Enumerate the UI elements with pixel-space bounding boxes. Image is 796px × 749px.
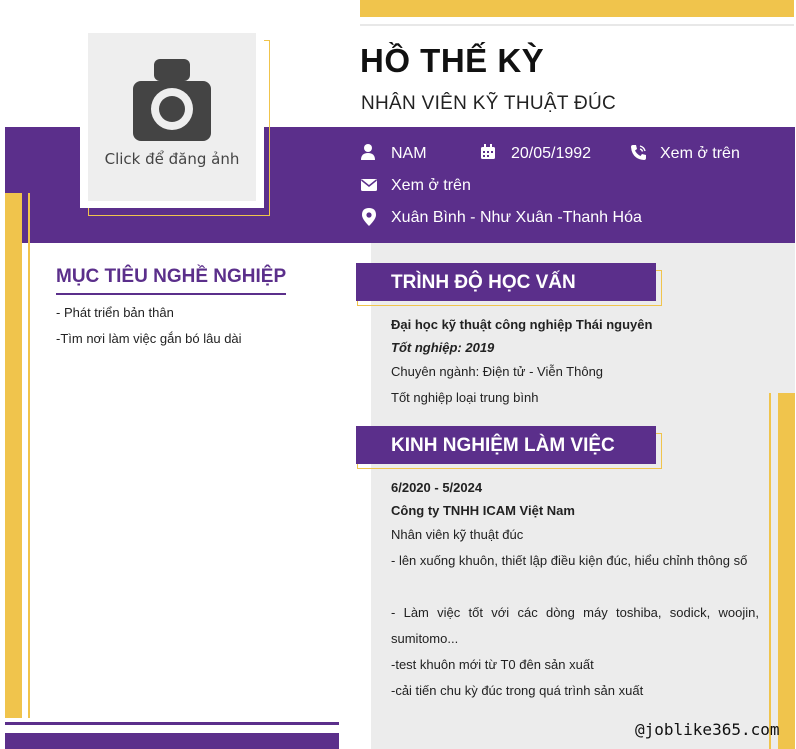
calendar-icon xyxy=(480,144,496,160)
objective-underline xyxy=(56,293,286,295)
experience-duty: -test khuôn mới từ T0 đên sản xuất xyxy=(391,657,594,672)
job-title: NHÂN VIÊN KỸ THUẬT ĐÚC xyxy=(361,93,617,114)
experience-duty: -cải tiến chu kỳ đúc trong quá trình sản xuất xyxy=(391,683,644,698)
education-school: Đại học kỹ thuật công nghiệp Thái nguyên xyxy=(391,317,653,332)
experience-heading: KINH NGHIỆM LÀM VIỆC xyxy=(391,435,615,456)
education-graduated: Tốt nghiệp: 2019 xyxy=(391,340,495,355)
right-accent-line xyxy=(769,393,771,749)
left-accent-bar xyxy=(5,193,22,718)
gender: NAM xyxy=(391,145,427,162)
phone: Xem ở trên xyxy=(660,145,740,162)
education-grade: Tốt nghiệp loại trung bình xyxy=(391,390,539,405)
email: Xem ở trên xyxy=(391,177,471,194)
user-icon xyxy=(361,144,375,160)
envelope-icon xyxy=(361,179,377,191)
bottom-divider xyxy=(5,722,339,725)
experience-company: Công ty TNHH ICAM Việt Nam xyxy=(391,503,575,518)
right-accent-bar xyxy=(778,393,795,749)
camera-icon xyxy=(88,33,256,153)
phone-icon xyxy=(630,144,647,161)
map-pin-icon xyxy=(362,208,376,226)
objective-heading: MỤC TIÊU NGHỀ NGHIỆP xyxy=(56,266,287,287)
objective-line: -Tìm nơi làm việc gắn bó lâu dài xyxy=(56,331,242,346)
bottom-band xyxy=(5,733,339,749)
address: Xuân Bình - Như Xuân -Thanh Hóa xyxy=(391,209,642,226)
watermark: @joblike365.com xyxy=(635,720,780,739)
top-divider xyxy=(360,24,794,26)
experience-duty: - lên xuống khuôn, thiết lập điều kiện đúc, hiểu chỉnh thông số xyxy=(391,553,748,568)
photo-upload[interactable] xyxy=(88,33,256,201)
objective-line: - Phát triển bản thân xyxy=(56,305,174,320)
experience-position: Nhân viên kỹ thuật đúc xyxy=(391,527,524,542)
education-major: Chuyên ngành: Điện tử - Viễn Thông xyxy=(391,364,604,379)
education-heading: TRÌNH ĐỘ HỌC VẤN xyxy=(391,272,576,293)
photo-upload-label[interactable]: Click để đăng ảnh xyxy=(104,150,240,168)
experience-period: 6/2020 - 5/2024 xyxy=(391,480,483,495)
candidate-name: HỒ THẾ KỲ xyxy=(360,42,545,79)
left-accent-line xyxy=(28,193,30,718)
top-accent-bar xyxy=(360,0,794,17)
experience-duty: - Làm việc tốt với các dòng máy toshiba, sodick, woojin, sumitomo... xyxy=(391,605,759,646)
date-of-birth: 20/05/1992 xyxy=(511,145,592,162)
